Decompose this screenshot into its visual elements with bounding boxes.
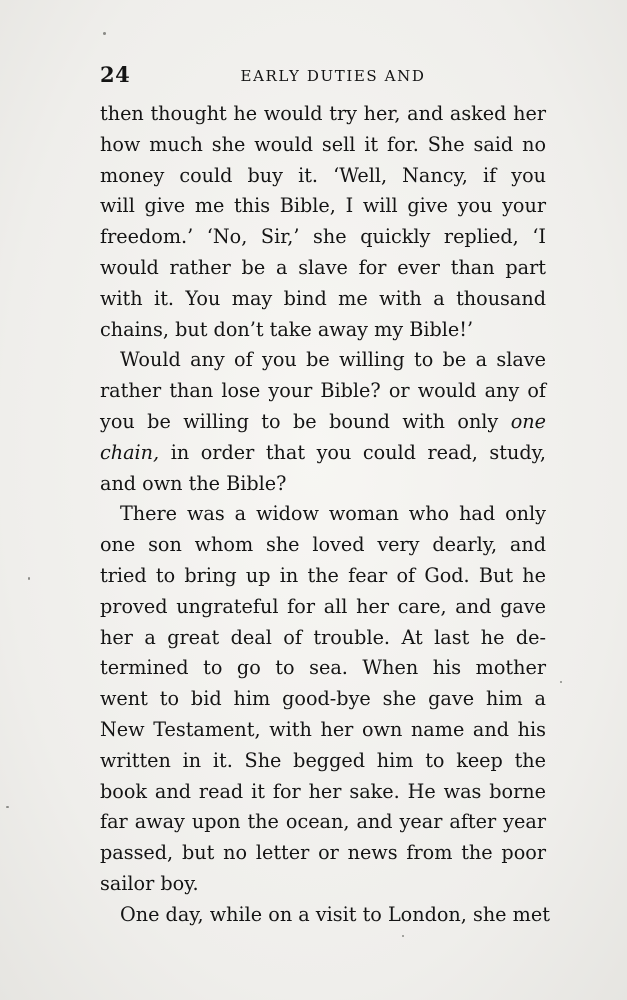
text-line: with it. You may bind me with a thousand <box>100 286 546 310</box>
text-line: one son whom she loved very dearly, and <box>100 533 546 557</box>
text-line: far away upon the ocean, and year after year <box>100 810 546 834</box>
text-line: book and read it for her sake. He was borne <box>100 779 546 803</box>
running-title: EARLY DUTIES AND <box>240 67 426 85</box>
text-line: sailor boy. <box>100 871 199 895</box>
text-line: New Testament, with her own name and his <box>100 717 546 741</box>
paper-speck <box>560 681 562 683</box>
text-line: freedom.’ ‘No, Sir,’ she quickly replied, ‘I <box>100 225 546 249</box>
text-line <box>100 438 546 469</box>
text-line: how much she would sell it for. She said no <box>100 132 546 156</box>
text-line: Would any of you be willing to be a slave <box>120 348 546 372</box>
text-segment: in order that you could read, study, <box>170 440 546 464</box>
text-line: proved ungrateful for all her care, and gave <box>100 594 546 618</box>
text-line: tried to bring up in the fear of God. But he <box>100 563 546 587</box>
text-line: One day, while on a visit to London, she met <box>120 902 550 926</box>
text-line: went to bid him good-bye she gave him a <box>100 687 546 711</box>
text-line: chains, but don’t take away my Bible!’ <box>100 317 474 341</box>
text-line: money could buy it. ‘Well, Nancy, if you <box>100 163 546 187</box>
text-line: her a great deal of trouble. At last he de- <box>100 625 546 649</box>
page-header <box>100 62 546 90</box>
paper-speck <box>103 32 106 35</box>
paper-speck <box>402 935 404 937</box>
body-text <box>100 99 550 931</box>
text-line: then thought he would try her, and asked her <box>100 102 546 125</box>
text-line: would rather be a slave for ever than part <box>100 255 546 279</box>
paper-speck <box>6 806 9 808</box>
text-line: termined to go to sea. When his mother <box>100 656 546 680</box>
text-line: There was a widow woman who had only <box>120 502 546 526</box>
page-number: 24 <box>100 62 131 87</box>
italic-word: chain, <box>100 440 160 464</box>
text-line <box>100 407 546 438</box>
text-line: will give me this Bible, I will give you your <box>100 194 546 218</box>
italic-word: one <box>510 409 546 433</box>
text-line: and own the Bible? <box>100 471 287 495</box>
text-segment: you be willing to be bound with only <box>100 409 499 433</box>
text-line: rather than lose your Bible? or would any of <box>100 379 546 403</box>
text-line: written in it. She begged him to keep the <box>100 748 546 772</box>
text-line: passed, but no letter or news from the poor <box>100 841 546 865</box>
paper-speck <box>28 577 30 580</box>
